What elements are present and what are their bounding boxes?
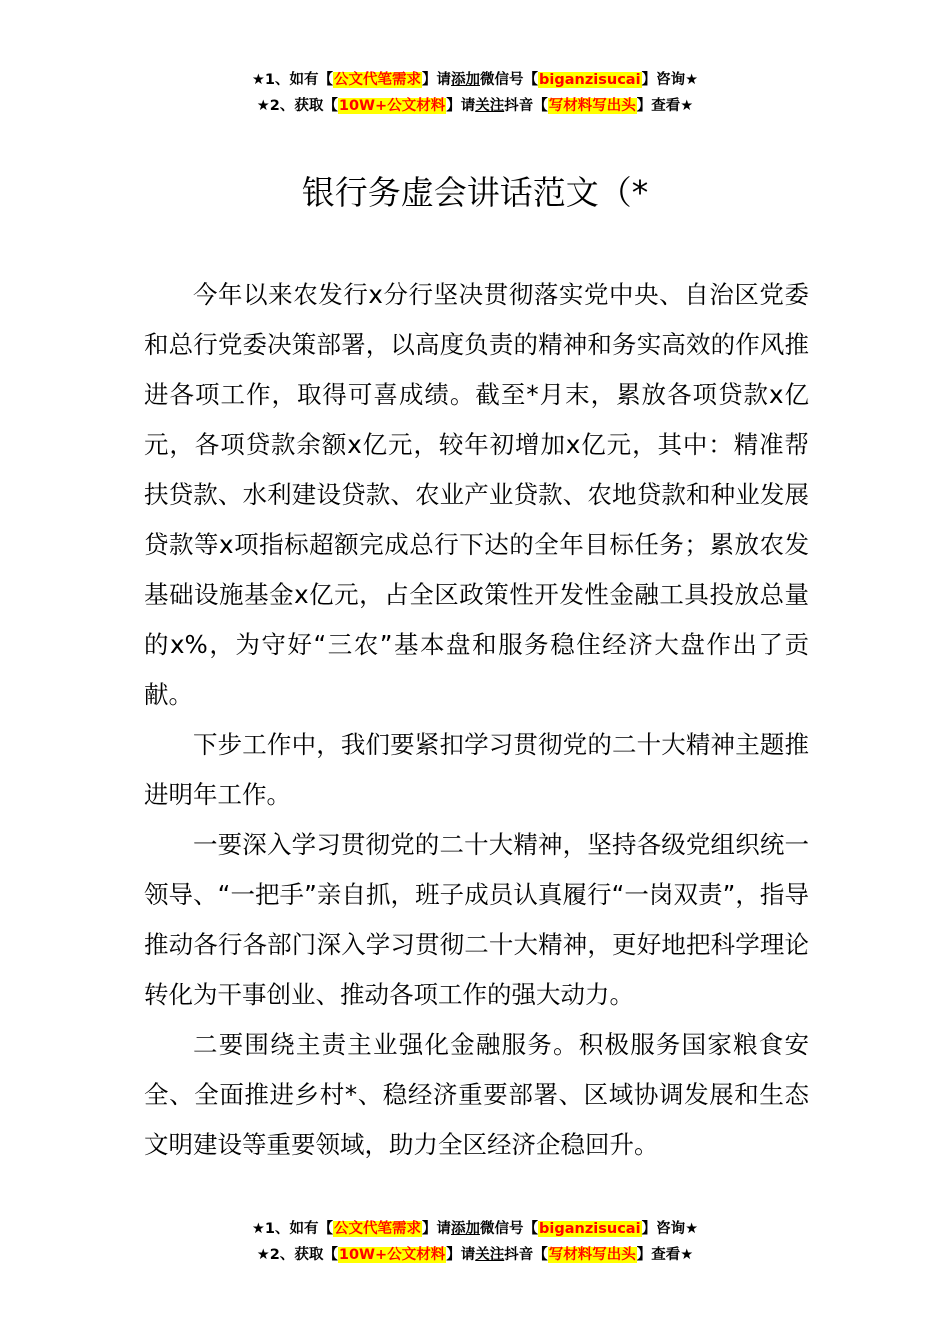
banner-line-2: ★2、获取【10W+公文材料】请关注抖音【写材料写出头】查看★ [256, 98, 694, 114]
paragraph: 今年以来农发行x分行坚决贯彻落实党中央、自治区党委和总行党委决策部署，以高度负责的精神和务实高效的作风推进各项工作，取得可喜成绩。截至*月末，累放各项贷款x亿元，各项贷款余额x亿元，较年初增加x亿元，其中：精准帮扶贷款、水利建设贷款、农业产业贷款、农地贷款和种业发展贷款等x项指标超额完成总行下达的全年目标任务；累放农发基础设施基金x亿元，占全区政策性开发性金融工具投放总量的x%，为守好“三农”基本盘和服务稳住经济大盘作出了贡献。 [144, 280, 809, 709]
highlight-douyin-account: 写材料写出头 [548, 98, 636, 114]
highlight-wechat-id: biganzisucai [539, 72, 641, 88]
banner-line-2: ★2、获取【10W+公文材料】请关注抖音【写材料写出头】查看★ [256, 1247, 694, 1263]
highlight-ghostwriting: 公文代笔需求 [334, 1221, 422, 1237]
highlight-materials: 10W+公文材料 [338, 1247, 446, 1263]
highlight-wechat-id: biganzisucai [539, 1221, 641, 1237]
paragraph: 一要深入学习贯彻党的二十大精神，坚持各级党组织统一领导、“一把手”亲自抓，班子成员认真履行“一岗双责”，指导推动各行各部门深入学习贯彻二十大精神，更好地把科学理论转化为干事创业、推动各项工作的强大动力。 [144, 830, 809, 1009]
highlight-douyin-account: 写材料写出头 [548, 1247, 636, 1263]
document-body [144, 270, 809, 1170]
paragraph: 二要围绕主责主业强化金融服务。积极服务国家粮食安全、全面推进乡村*、稳经济重要部署、区域协调发展和生态文明建设等重要领域，助力全区经济企稳回升。 [144, 1030, 809, 1159]
footer-banner [0, 1216, 950, 1268]
banner-line-1: ★1、如有【公文代笔需求】请添加微信号【biganzisucai】咨询★ [251, 72, 699, 88]
highlight-ghostwriting: 公文代笔需求 [334, 72, 422, 88]
header-banner [0, 67, 950, 119]
document-title: 银行务虚会讲话范文（* [301, 173, 649, 212]
banner-line-1: ★1、如有【公文代笔需求】请添加微信号【biganzisucai】咨询★ [251, 1221, 699, 1237]
paragraph: 下步工作中，我们要紧扣学习贯彻党的二十大精神主题推进明年工作。 [144, 730, 809, 809]
highlight-materials: 10W+公文材料 [338, 98, 446, 114]
